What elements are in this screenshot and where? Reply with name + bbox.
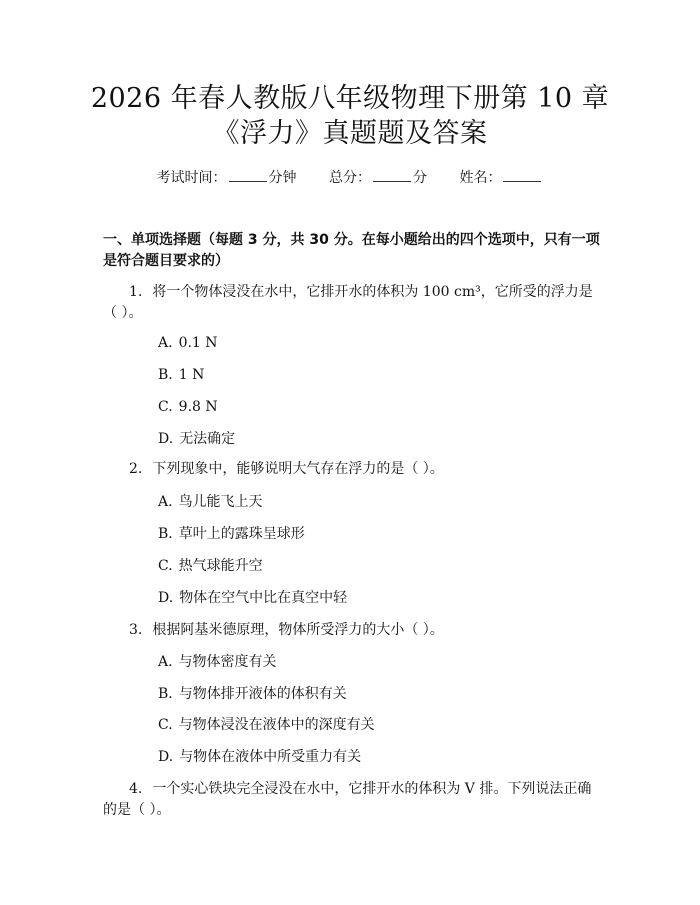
option-text: 0.1 N [178, 335, 218, 351]
option-text: 鸟儿能飞上天 [178, 494, 263, 510]
exam-time-label: 考试时间： [156, 170, 227, 186]
total-score-label: 总分： [329, 170, 371, 186]
question-2 [103, 459, 600, 480]
exam-time-blank [229, 168, 267, 182]
student-name-label: 姓名： [459, 170, 502, 186]
option-3c [158, 716, 375, 734]
question-text: 根据阿基米德原理，物体所受浮力的大小（ ）。 [152, 622, 444, 638]
total-score-unit: 分 [413, 170, 427, 186]
option-3d [158, 748, 361, 766]
option-2b [158, 525, 305, 543]
exam-info [0, 168, 700, 187]
option-letter: B. [158, 686, 173, 702]
option-1b [158, 366, 204, 384]
option-text: 草叶上的露珠呈球形 [178, 526, 305, 542]
option-text: 物体在空气中比在真空中轻 [179, 590, 348, 606]
option-text: 与物体浸没在液体中的深度有关 [178, 717, 375, 733]
option-1c [158, 398, 218, 416]
option-text: 与物体密度有关 [178, 654, 277, 670]
option-letter: D. [158, 590, 174, 606]
question-text: 下列现象中，能够说明大气存在浮力的是（ ）。 [152, 461, 444, 477]
option-text: 热气球能升空 [178, 558, 263, 574]
option-text: 与物体排开液体的体积有关 [178, 686, 347, 702]
total-score-blank [373, 168, 411, 182]
question-1 [103, 282, 600, 324]
option-text: 无法确定 [179, 431, 236, 447]
option-letter: A. [158, 494, 173, 510]
option-letter: C. [158, 399, 173, 415]
option-letter: B. [158, 526, 173, 542]
total-score-field [329, 170, 431, 186]
question-4 [103, 779, 600, 821]
section-heading: 一、单项选择题（每题 3 分，共 30 分。在每小题给出的四个选项中，只有一项是符合题目要求的） [103, 232, 600, 269]
question-number: 1. [129, 284, 143, 300]
option-letter: C. [158, 717, 173, 733]
student-name-blank [503, 168, 541, 182]
question-number: 3. [129, 622, 143, 638]
question-3 [103, 620, 600, 641]
option-text: 与物体在液体中所受重力有关 [179, 749, 362, 765]
option-text: 9.8 N [178, 399, 218, 415]
option-3b [158, 685, 347, 703]
question-number: 2. [129, 461, 143, 477]
page-title-line2: 《浮力》真题题及答案 [212, 118, 488, 149]
exam-time-field [157, 170, 301, 186]
question-text: 一个实心铁块完全浸没在水中，它排开水的体积为 V 排。下列说法正确的是（ ）。 [103, 781, 592, 818]
option-2a [158, 493, 263, 511]
option-letter: C. [158, 558, 173, 574]
option-1d [158, 430, 235, 448]
option-letter: A. [158, 335, 173, 351]
option-letter: A. [158, 654, 173, 670]
option-1a [158, 334, 218, 352]
student-name-field [459, 170, 543, 186]
option-2c [158, 557, 263, 575]
option-3a [158, 653, 277, 671]
option-text: 1 N [178, 367, 205, 383]
option-letter: D. [158, 431, 174, 447]
exam-time-unit: 分钟 [268, 170, 297, 186]
option-2d [158, 589, 347, 607]
question-text: 将一个物体浸没在水中，它排开水的体积为 100 cm³，它所受的浮力是（ ）。 [103, 284, 593, 321]
option-letter: D. [158, 749, 174, 765]
question-number: 4. [129, 781, 143, 797]
option-letter: B. [158, 367, 173, 383]
page-title-line1: 2026 年春人教版八年级物理下册第 10 章 [90, 83, 610, 114]
